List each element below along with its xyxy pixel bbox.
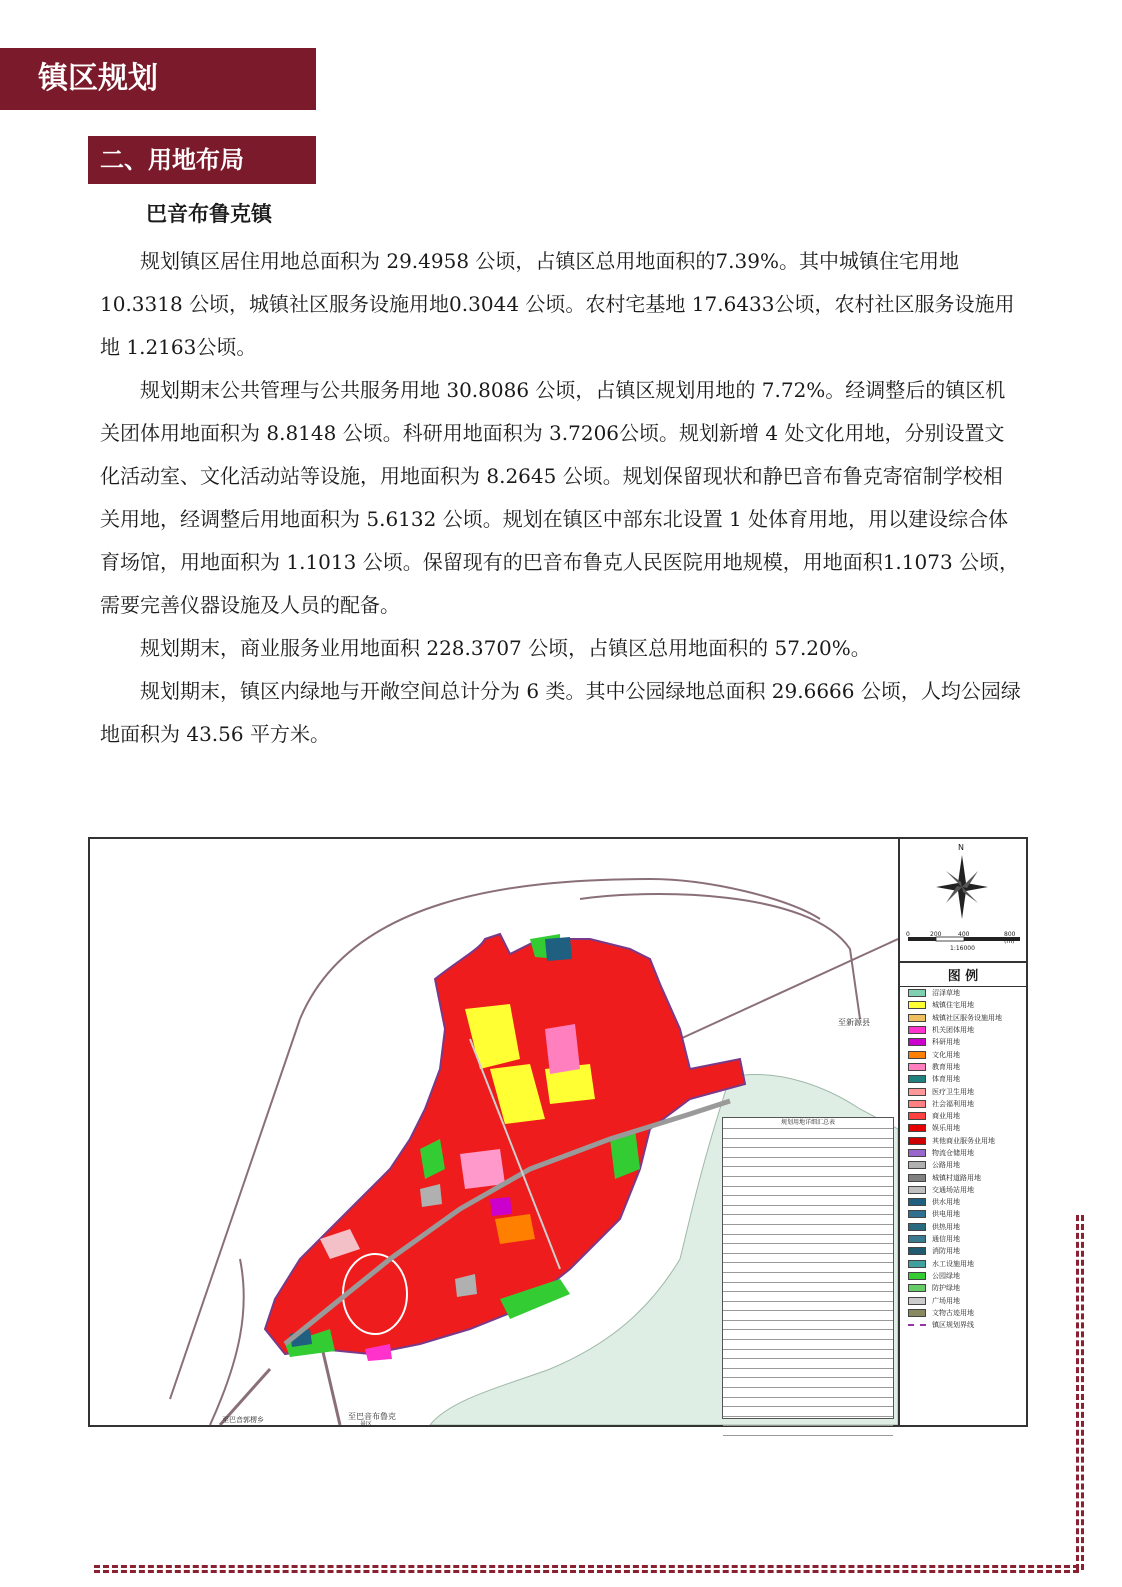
legend-swatch <box>908 1272 926 1280</box>
table-row <box>723 1243 893 1253</box>
legend-item <box>908 1098 1026 1110</box>
table-row <box>723 1138 893 1148</box>
legend-item <box>908 1048 1026 1060</box>
legend-item <box>908 1061 1026 1073</box>
legend-swatch <box>908 1063 926 1071</box>
table-row <box>723 1377 893 1387</box>
legend-swatch <box>908 1198 926 1206</box>
legend-item <box>908 987 1026 999</box>
legend-item <box>908 1196 1026 1208</box>
table-row <box>723 1310 893 1320</box>
legend-label: 物流仓储用地 <box>932 1149 974 1157</box>
legend-item <box>908 1184 1026 1196</box>
legend-label: 供热用地 <box>932 1222 960 1231</box>
legend-item <box>908 1171 1026 1183</box>
legend-label: 科研用地 <box>932 1038 960 1047</box>
table-row <box>723 1272 893 1282</box>
land-use-summary-table <box>722 1117 894 1419</box>
legend-label: 消防用地 <box>932 1247 960 1256</box>
north-label: N <box>958 843 964 852</box>
table-row <box>723 1147 893 1157</box>
table-title: 规划用地详细汇总表 <box>780 1119 835 1126</box>
legend-label: 娱乐用地 <box>932 1124 960 1133</box>
table-row <box>723 1301 893 1311</box>
legend-swatch <box>908 1260 926 1268</box>
legend-swatch <box>908 1247 926 1255</box>
legend-label: 交通场站用地 <box>932 1185 974 1194</box>
legend-swatch <box>908 1075 926 1083</box>
legend-swatch <box>908 1324 926 1326</box>
table-row <box>723 1128 893 1138</box>
label-scenic-area: 景区 <box>360 1421 373 1428</box>
scale-tick-800: 800 (m) <box>1004 931 1016 945</box>
table-row <box>723 1253 893 1263</box>
table-row <box>723 1176 893 1186</box>
compass-icon <box>936 855 988 919</box>
legend-label: 教育用地 <box>932 1062 960 1071</box>
legend-label: 公路用地 <box>932 1161 960 1170</box>
paragraph-green-space: 规划期末，镇区内绿地与开敞空间总计分为 6 类。其中公园绿地总面积 29.6666 公顷，人均公园绿地面积为 43.56 平方米。 <box>100 679 1021 746</box>
table-row <box>723 1224 893 1234</box>
utility-block-1 <box>545 937 572 961</box>
scale-ratio: 1:16000 <box>950 945 975 952</box>
legend-label: 公园绿地 <box>932 1271 960 1280</box>
label-to-scenic: 至巴音布鲁克 <box>348 1412 396 1421</box>
legend-label: 商业用地 <box>932 1112 960 1121</box>
legend-label: 供水用地 <box>932 1198 960 1207</box>
legend-label: 防护绿地 <box>932 1284 960 1293</box>
legend-item <box>908 1122 1026 1134</box>
body-text <box>100 240 1022 756</box>
table-row <box>723 1397 893 1407</box>
legend-swatch <box>908 1001 926 1009</box>
label-to-xinyuan: 至新源县 <box>838 1018 870 1027</box>
table-row <box>723 1157 893 1167</box>
table-row <box>723 1435 893 1445</box>
scale-tick-200: 200 <box>930 931 942 938</box>
institution-block-3 <box>490 1197 512 1216</box>
legend-swatch <box>908 1149 926 1157</box>
legend-swatch <box>908 1088 926 1096</box>
legend-label: 城镇社区服务设施用地 <box>932 1013 1002 1022</box>
section-title: 二、用地布局 <box>88 136 316 184</box>
legend-item <box>908 1258 1026 1270</box>
legend-label: 机关团体用地 <box>932 1026 974 1035</box>
legend-label: 其他商业服务业用地 <box>932 1136 995 1145</box>
table-row <box>723 1214 893 1224</box>
table-row <box>723 1387 893 1397</box>
institution-block-2 <box>460 1149 505 1189</box>
label-to-township: 至巴音郭楞乡 <box>222 1416 264 1424</box>
legend-swatch <box>908 1137 926 1145</box>
legend-swatch <box>908 1112 926 1120</box>
legend-label: 社会福利用地 <box>932 1099 974 1108</box>
legend-swatch <box>908 1297 926 1305</box>
legend-label: 城镇住宅用地 <box>932 1001 974 1010</box>
table-row <box>723 1349 893 1359</box>
legend-swatch <box>908 989 926 997</box>
legend-title: 图 例 <box>900 961 1026 987</box>
table-row <box>723 1368 893 1378</box>
legend-item <box>908 1110 1026 1122</box>
scale-tick-400: 400 <box>958 931 970 938</box>
table-row <box>723 1425 893 1435</box>
legend-label: 医疗卫生用地 <box>932 1087 974 1096</box>
chapter-banner: 镇区规划 <box>0 48 316 110</box>
legend-item <box>908 1135 1026 1147</box>
legend-label: 沼泽草地 <box>932 989 960 998</box>
legend-label: 城镇村道路用地 <box>932 1173 981 1182</box>
legend-label: 文化用地 <box>932 1050 960 1059</box>
scale-tick-0: 0 <box>906 931 910 938</box>
legend-item <box>908 1245 1026 1257</box>
map-legend-panel <box>898 839 1026 1425</box>
culture-block-1 <box>495 1214 535 1244</box>
table-row <box>723 1195 893 1205</box>
legend-swatch <box>908 1014 926 1022</box>
table-row <box>723 1291 893 1301</box>
decorative-dashed-border-side <box>1076 1215 1084 1570</box>
table-row <box>723 1358 893 1368</box>
legend-label: 通信用地 <box>932 1235 960 1244</box>
legend-swatch <box>908 1161 926 1169</box>
legend-label: 文物古迹用地 <box>932 1308 974 1317</box>
legend-item <box>908 1073 1026 1085</box>
legend-swatch <box>908 1210 926 1218</box>
legend-item <box>908 1208 1026 1220</box>
legend-item <box>908 1024 1026 1036</box>
legend-list <box>908 987 1026 1331</box>
legend-swatch <box>908 1100 926 1108</box>
legend-label: 水工设施用地 <box>932 1259 974 1268</box>
legend-item <box>908 999 1026 1011</box>
legend-swatch <box>908 1235 926 1243</box>
paragraph-commercial: 规划期末，商业服务业用地面积 228.3707 公顷，占镇区总用地面积的 57.20%。 <box>140 636 871 660</box>
paragraph-residential: 规划镇区居住用地总面积为 29.4958 公顷，占镇区总用地面积的7.39%。其中城镇住宅用地 10.3318 公顷，城镇社区服务设施用地0.3044 公顷。农村宅基地 17.6433公顷，农村社区服务设施用地 1.2163公顷。 <box>100 249 1015 359</box>
table-row <box>723 1166 893 1176</box>
legend-label: 广场用地 <box>932 1296 960 1305</box>
table-row <box>723 1339 893 1349</box>
legend-label: 供电用地 <box>932 1210 960 1219</box>
legend-item <box>908 1282 1026 1294</box>
table-row <box>723 1234 893 1244</box>
legend-item <box>908 1319 1026 1331</box>
legend-item <box>908 1233 1026 1245</box>
paragraph-public-service: 规划期末公共管理与公共服务用地 30.8086 公顷，占镇区规划用地的 7.72%。经调整后的镇区机关团体用地面积为 8.8148 公顷。科研用地面积为 3.7206公顷。规划新增 4 处文化用地，分别设置文化活动室、文化活动站等设施，用地面积为 8.2645 公顷。规划保留现状和静巴音布鲁克寄宿制学校相关用地，经调整后用地面积为 5.6132 公顷。规划在镇区中部东北设置 1 处体育用地，用以建设综合体育场馆，用地面积为 1.1013 公顷。保留现有的巴音布鲁克人民医院用地规模，用地面积1.1073 公顷，需要完善仪器设施及人员的配备。 <box>100 378 1020 617</box>
legend-label: 体育用地 <box>932 1075 960 1084</box>
legend-item <box>908 1036 1026 1048</box>
legend-swatch <box>908 1174 926 1182</box>
legend-item <box>908 1294 1026 1306</box>
legend-item <box>908 1221 1026 1233</box>
legend-item <box>908 1085 1026 1097</box>
legend-item <box>908 1012 1026 1024</box>
table-row <box>723 1282 893 1292</box>
legend-item <box>908 1147 1026 1159</box>
table-row <box>723 1406 893 1416</box>
legend-swatch <box>908 1223 926 1231</box>
table-row <box>723 1320 893 1330</box>
legend-item <box>908 1159 1026 1171</box>
legend-swatch <box>908 1026 926 1034</box>
legend-item <box>908 1307 1026 1319</box>
legend-swatch <box>908 1309 926 1317</box>
table-row <box>723 1262 893 1272</box>
legend-label: 镇区规划界线 <box>932 1321 974 1330</box>
legend-swatch <box>908 1051 926 1059</box>
table-row <box>723 1186 893 1196</box>
legend-swatch <box>908 1284 926 1292</box>
stadium <box>343 1254 407 1334</box>
institution-block-1 <box>545 1024 580 1074</box>
decorative-dashed-border-bottom <box>94 1565 1079 1573</box>
legend-swatch <box>908 1124 926 1132</box>
legend-item <box>908 1270 1026 1282</box>
west-road-2 <box>210 1259 244 1425</box>
table-row <box>723 1205 893 1215</box>
land-use-map <box>88 837 1028 1427</box>
table-row <box>723 1416 893 1426</box>
town-subheading: 巴音布鲁克镇 <box>146 202 272 226</box>
legend-swatch <box>908 1186 926 1194</box>
table-rows <box>723 1128 893 1445</box>
legend-swatch <box>908 1038 926 1046</box>
table-row <box>723 1329 893 1339</box>
